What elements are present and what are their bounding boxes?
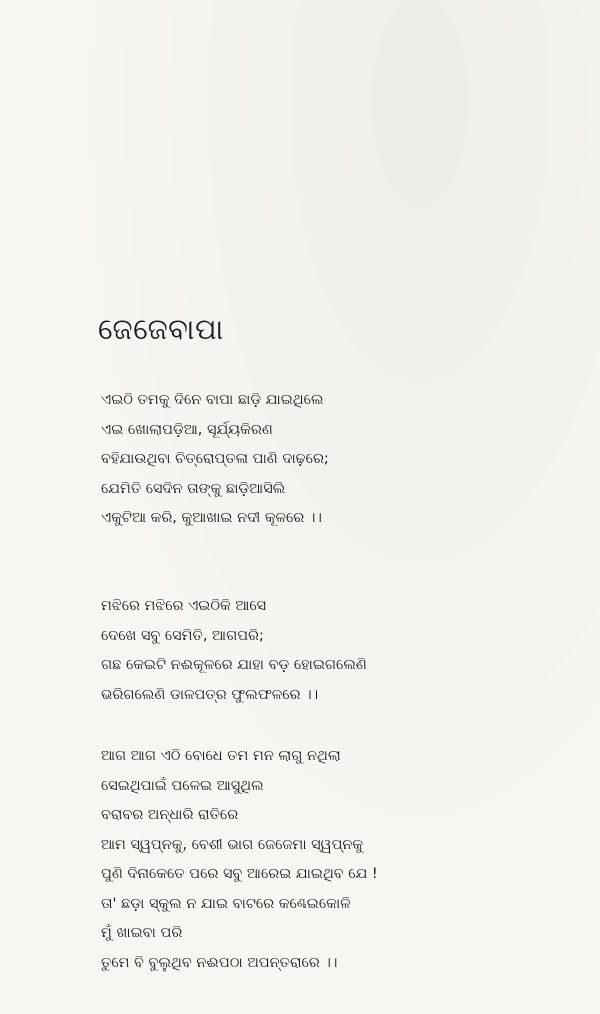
- poem-line: ପୁଣି ଦିନାକେତେ ପରେ ସବୁ ଆରେଇ ଯାଇଥିବ ଯେ !: [101, 866, 378, 882]
- poem-line: ଆଗ ଆଗ ଏଠି ବୋଧେ ତମ ମନ ଲାଗୁ ନଥିଲା: [101, 748, 341, 764]
- poem-line: ସେଇଥିପାଇଁ ପଳେଇ ଆସୁଥିଲ: [101, 777, 264, 794]
- poem-line: ଯେମିତି ସେଦିନ ତାଙ୍କୁ ଛାଡ଼ିଆସିଲି: [101, 480, 286, 497]
- poem-line: ଗଛ କେଇଟି ନଈକୂଳରେ ଯାହା ବଡ଼ ହୋଇଗଲେଣି: [101, 657, 367, 673]
- poem-line: ତୁମେ ବି ବୁଲୁଥିବ ନଈପଠା ଅପନ୍ତରାରେ ।।: [101, 954, 338, 971]
- poem-stanza-3: [101, 742, 378, 978]
- poem-line: ଭରିଗଲେଣି ଡାଳପତ୍ର ଫୁଲଫଳରେ ।।: [101, 686, 319, 703]
- poem-line: ତା' ଛଡ଼ା ସ୍କୁଲ ନ ଯାଇ ବାଟରେ କଣ୍ଢେଇକୋଳି: [101, 895, 351, 912]
- poem-line: ଏକୁଟିଆ କରି, କୁଆଖାଇ ନଦୀ କୂଳରେ ।।: [101, 510, 322, 526]
- poem-line: ମୁଁ ଖାଇବା ପରି: [101, 925, 183, 941]
- poem-line: ଏଇଠି ତମକୁ ଦିନେ ବାପା ଛାଡ଼ି ଯାଇଥିଲେ: [101, 392, 324, 408]
- poem-line: ଏଇ ଖୋଲାପଡ଼ିଆ, ସୂର୍ଯ୍ୟକିରଣ: [101, 421, 273, 438]
- poem-line: ବରାବର ଅନ୍ଧାରି ରାତିରେ: [101, 807, 239, 823]
- poem-stanza-2: [101, 592, 367, 710]
- poem-stanza-1: [101, 386, 329, 534]
- poem-line: ମଝିରେ ମଝିରେ ଏଇଠିକି ଆସେ: [101, 598, 267, 614]
- poem-line: ବହିଯାଉଥିବା ଚିତ୍ରୋପ୍ତଳା ପାଣି ଦାଢ଼ରେ;: [101, 451, 329, 467]
- poem-line: ଆମ ସ୍ୱପ୍ନକୁ, ବେଶୀ ଭାଗ ଜେଜେମା ସ୍ୱପ୍ନକୁ: [101, 836, 364, 853]
- poem-line: ଦେଖେ ସବୁ ସେମିତି, ଆଗପରି;: [101, 627, 264, 644]
- poem-title: ଜେଜେବାପା: [98, 312, 224, 346]
